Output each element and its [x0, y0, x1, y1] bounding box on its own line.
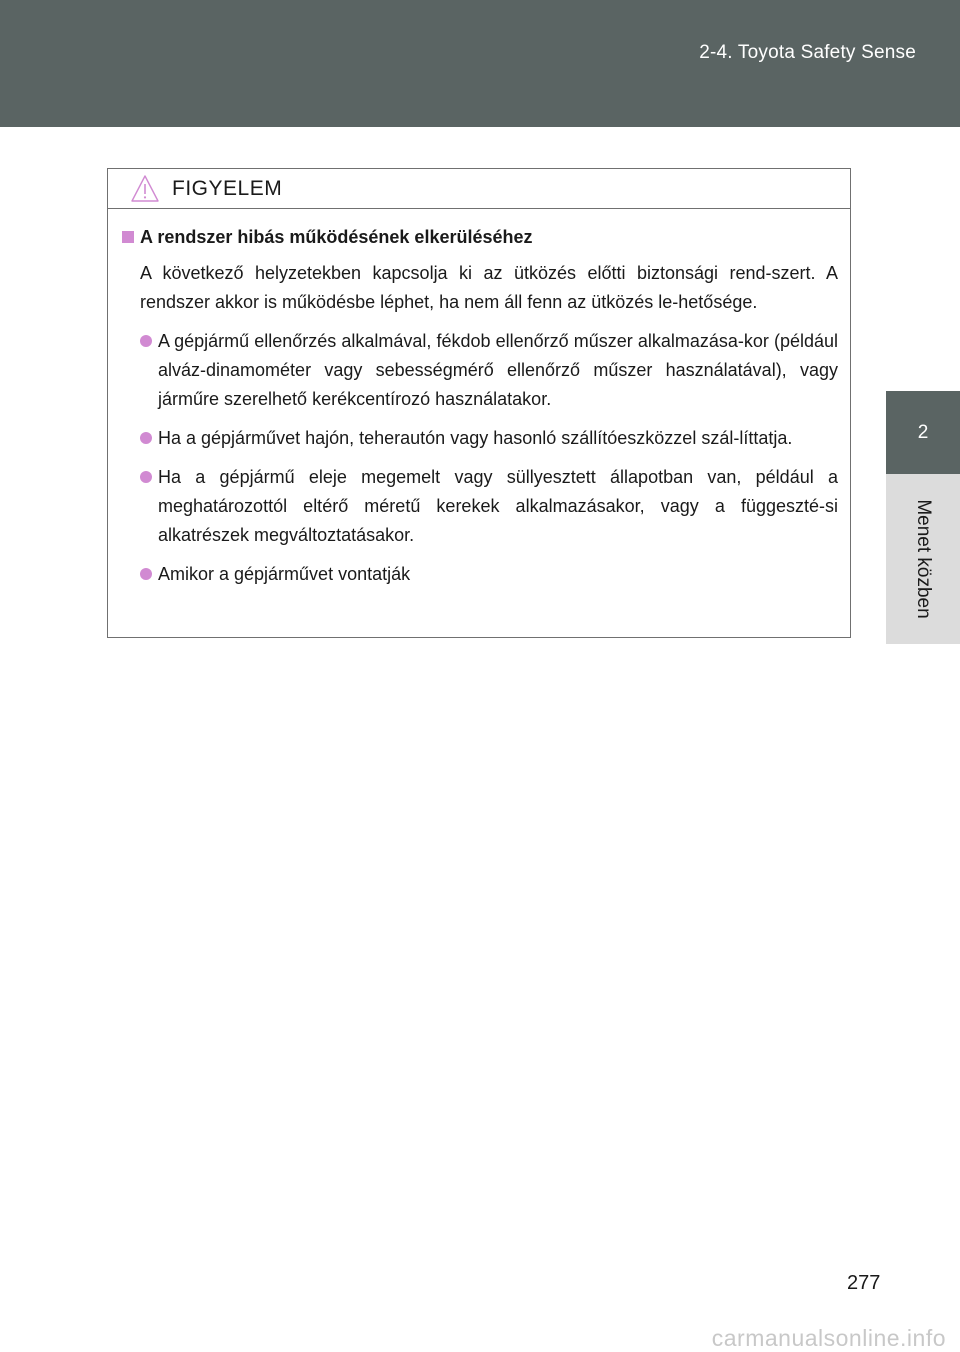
warning-intro: A következő helyzetekben kapcsolja ki az ütközés előtti biztonsági rend-szert. A rendszer akkor is működésbe léphet, ha nem áll fenn az ütközés le-hetősége.	[140, 263, 838, 312]
list-item-text: Ha a gépjármű eleje megemelt vagy süllyesztett állapotban van, például a meghatározottól eltérő méretű kerekek alkalmazásakor, vagy a függeszté-si alkatrészek megváltoztatásakor.	[158, 467, 838, 545]
dot-bullet-icon	[140, 568, 152, 580]
dot-bullet-icon	[140, 432, 152, 444]
list-item-text: A gépjármű ellenőrzés alkalmával, fékdob ellenőrző műszer alkalmazása-kor (például alváz-dinamométer vagy sebességmérő ellenőrző műszer használatával), vagy járműre szerelhető kerékcentírozó használatakor.	[158, 331, 838, 409]
square-bullet-icon	[122, 231, 134, 243]
list-item	[122, 463, 838, 550]
page-number: 277	[847, 1272, 881, 1294]
chapter-tab-number: 2	[886, 391, 960, 474]
watermark: carmanualsonline.info	[711, 1325, 946, 1351]
list-item	[122, 327, 838, 414]
section-title: 2-4. Toyota Safety Sense	[699, 42, 916, 63]
list-item-text: Amikor a gépjárművet vontatják	[158, 564, 411, 584]
warning-subheading-text: A rendszer hibás működésének elkerüléséhez	[140, 227, 533, 247]
list-item	[122, 424, 838, 453]
dot-bullet-icon	[140, 335, 152, 347]
warning-box	[107, 168, 851, 638]
warning-triangle-icon	[130, 174, 160, 204]
warning-title: FIGYELEM	[172, 176, 283, 200]
warning-header	[108, 169, 850, 209]
warning-subheading	[122, 225, 838, 249]
list-item	[122, 560, 838, 589]
dot-bullet-icon	[140, 471, 152, 483]
chapter-tab-label-text: Menet közben	[913, 499, 934, 619]
list-item-text: Ha a gépjárművet hajón, teherautón vagy hasonló szállítóeszközzel szál-líttatja.	[158, 428, 793, 448]
warning-body	[108, 209, 850, 589]
chapter-tab-label	[886, 474, 960, 644]
